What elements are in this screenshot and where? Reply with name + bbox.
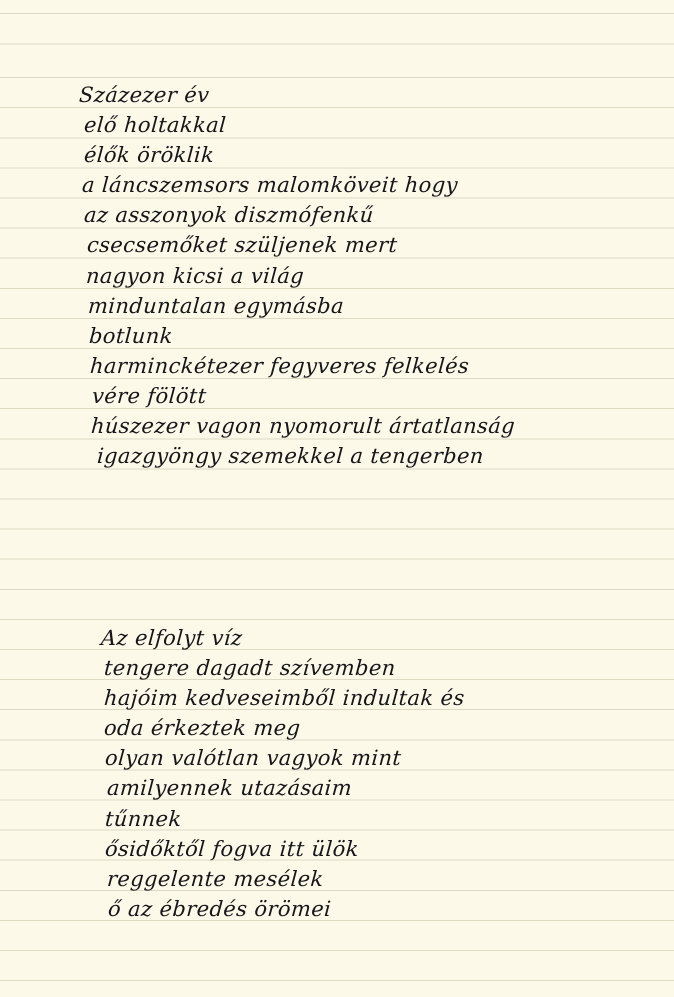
poem-line: élők öröklik [83, 143, 216, 168]
poem-line: a láncszemsors malomköveit hogy [81, 173, 459, 198]
poem-line: oda érkeztek meg [103, 716, 302, 741]
poem-line: Százezer év [78, 83, 211, 107]
poem-line: reggelente mesélek [106, 866, 325, 891]
poem-line: az asszonyok diszmófenkű [83, 203, 375, 228]
poem-line: ő az ébredés örömei [107, 896, 333, 921]
poem-line: harminckétezer fegyveres felkelés [89, 353, 471, 378]
poem-line: nagyon kicsi a világ [85, 263, 305, 288]
poem-line: tűnnek [104, 806, 183, 831]
poem-stanza-1 [78, 80, 516, 471]
poem-line: tengere dagadt szívemben [103, 656, 397, 681]
poem-line: ősidőktől fogva itt ülök [104, 836, 360, 861]
poem-line: minduntalan egymásba [87, 293, 345, 318]
poem-line: hajóim kedveseimből indultak és [103, 686, 466, 711]
poem-line: amilyennek utazásaim [106, 776, 353, 801]
poem-line: csecsemőket szüljenek mert [86, 233, 399, 258]
poem-line: olyan valótlan vagyok mint [104, 746, 403, 771]
poem-line: húszezer vagon nyomorult ártatlanság [90, 414, 516, 439]
poem-line: botlunk [88, 323, 174, 348]
poem-line: vére fölött [91, 383, 208, 408]
poem-line: Az elfolyt víz [100, 626, 244, 650]
poem-line: igazgyöngy szemekkel a tengerben [96, 444, 485, 469]
poem-stanza-2 [100, 623, 466, 924]
poem-line: elő holtakkal [83, 113, 228, 138]
